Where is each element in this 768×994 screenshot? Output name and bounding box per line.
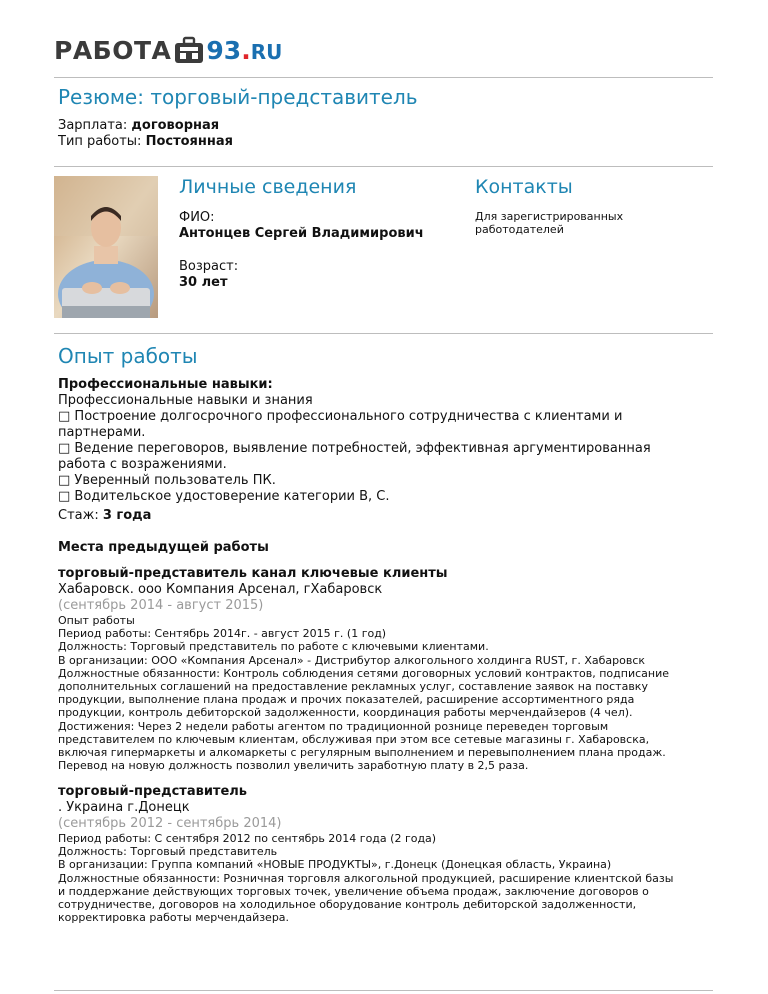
contacts-line2: работодателей — [475, 223, 564, 236]
job-line: Опыт работы — [58, 614, 135, 627]
job-dates: (сентябрь 2012 - сентябрь 2014) — [58, 816, 282, 831]
site-logo[interactable] — [54, 34, 282, 66]
job-line: В организации: Группа компаний «НОВЫЕ ПРОДУКТЫ», г.Донецк (Донецкая область, Украина) — [58, 858, 612, 872]
job-line: и поддержание действующих торговых точек, увеличение объема продаж, заключение договоров о — [58, 884, 649, 898]
job-line: Должностные обязанности: Розничная торговля алкогольной продукцией, расширение клиентской базы — [58, 871, 674, 885]
bullet-icon: □ — [58, 473, 71, 488]
job-title: торговый-представитель — [58, 784, 248, 799]
skills-line: □ Построение долгосрочного профессионального сотрудничества с клиентами и — [58, 409, 623, 424]
job-description — [58, 614, 718, 772]
worktype-line — [58, 134, 233, 150]
logo-text-rabota: РАБОТА — [54, 35, 172, 65]
bullet-icon: □ — [58, 441, 71, 456]
job-line: корректировка работы мерчендайзера. — [58, 911, 290, 925]
job-line: дополнительных соглашений на предоставление рекламных услуг, составление заявок на поставку — [58, 680, 648, 694]
skills-line: □ Водительское удостоверение категории В, С. — [58, 489, 390, 504]
divider — [54, 77, 713, 78]
age-label: Возраст: — [179, 259, 239, 274]
stazh-value: 3 года — [102, 508, 152, 523]
bullet-icon: □ — [58, 489, 71, 504]
skills-line: работа с возражениями. — [58, 457, 227, 472]
fio-value: Антонцев Сергей Владимирович — [179, 226, 424, 241]
job-line: В организации: ООО «Компания Арсенал» - Дистрибутор алкогольного холдинга RUST, г. Хабаровск — [58, 653, 646, 667]
experience-heading: Опыт работы — [58, 344, 198, 368]
contacts-heading: Контакты — [475, 176, 573, 198]
resume-title: Резюме: торговый-представитель — [58, 85, 418, 109]
salary-line — [58, 118, 219, 134]
profile-photo — [54, 176, 158, 318]
job-line: включая гипермаркеты и алкомаркеты с регулярным выполнением и перевыполнением плана продаж. — [58, 746, 666, 760]
skills-line: Профессиональные навыки и знания — [58, 393, 313, 408]
job-dates: (сентябрь 2014 - август 2015) — [58, 598, 264, 613]
contacts-line1: Для зарегистрированных — [475, 210, 624, 223]
logo-text-ru: RU — [250, 40, 283, 64]
logo-text-93: 93 — [206, 35, 242, 65]
job-company: Хабаровск. ооо Компания Арсенал, гХабаровск — [58, 582, 383, 597]
skills-line: партнерами. — [58, 425, 146, 440]
stazh-label: Стаж: — [58, 508, 103, 523]
briefcase-icon — [174, 36, 204, 64]
job-line: представителем по ключевым клиентам, обслуживая при этом все сетевые магазины г. Хабаровска, — [58, 732, 650, 746]
logo-dot: . — [241, 35, 251, 65]
fio-label: ФИО: — [179, 210, 215, 225]
job-line: продукции, выполнение плана продаж и прочих показателей, расширение ассортиментного ряда — [58, 693, 635, 707]
stazh-line — [58, 508, 151, 524]
job-line: Должность: Торговый представитель — [58, 845, 278, 859]
job-company: . Украина г.Донецк — [58, 800, 190, 815]
skills-label: Профессиональные навыки: — [58, 377, 273, 392]
job-line: Должностные обязанности: Контроль соблюдения сетями договорных условий контрактов, подписание — [58, 666, 669, 680]
job-line: сотрудничестве, договоров на холодильное оборудование контроль дебиторской задолженности, — [58, 898, 637, 912]
job-line: Перевод на новую должность позволил увеличить заработную плату в 2,5 раза. — [58, 759, 529, 773]
job-line: Должность: Торговый представитель по работе с ключевыми клиентами. — [58, 640, 489, 654]
salary-value: договорная — [131, 118, 220, 133]
divider — [54, 333, 713, 334]
personal-heading: Личные сведения — [179, 176, 357, 198]
worktype-value: Постоянная — [145, 134, 233, 149]
job-line: Достижения: Через 2 недели работы агентом по традиционной рознице переведен торговым — [58, 719, 609, 733]
skills-list — [58, 393, 718, 505]
worktype-label: Тип работы: — [58, 134, 146, 149]
salary-label: Зарплата: — [58, 118, 132, 133]
skills-line: □ Уверенный пользователь ПК. — [58, 473, 276, 488]
prev-jobs-label: Места предыдущей работы — [58, 540, 269, 555]
skills-line: □ Ведение переговоров, выявление потребностей, эффективная аргументированная — [58, 441, 651, 456]
job-entry — [58, 566, 718, 772]
divider — [54, 990, 713, 991]
job-line: продукции, контроль дебиторской задолженности, координация работы мерчендайзеров (4 чел). — [58, 706, 633, 720]
job-entry — [58, 784, 718, 924]
job-line: Период работы: Сентябрь 2014г. - август 2015 г. (1 год) — [58, 627, 387, 641]
job-line: Период работы: С сентября 2012 по сентябрь 2014 года (2 года) — [58, 832, 437, 845]
bullet-icon: □ — [58, 409, 71, 424]
job-title: торговый-представитель канал ключевые клиенты — [58, 566, 448, 581]
divider — [54, 166, 713, 167]
job-description — [58, 832, 718, 924]
age-value: 30 лет — [179, 275, 228, 290]
